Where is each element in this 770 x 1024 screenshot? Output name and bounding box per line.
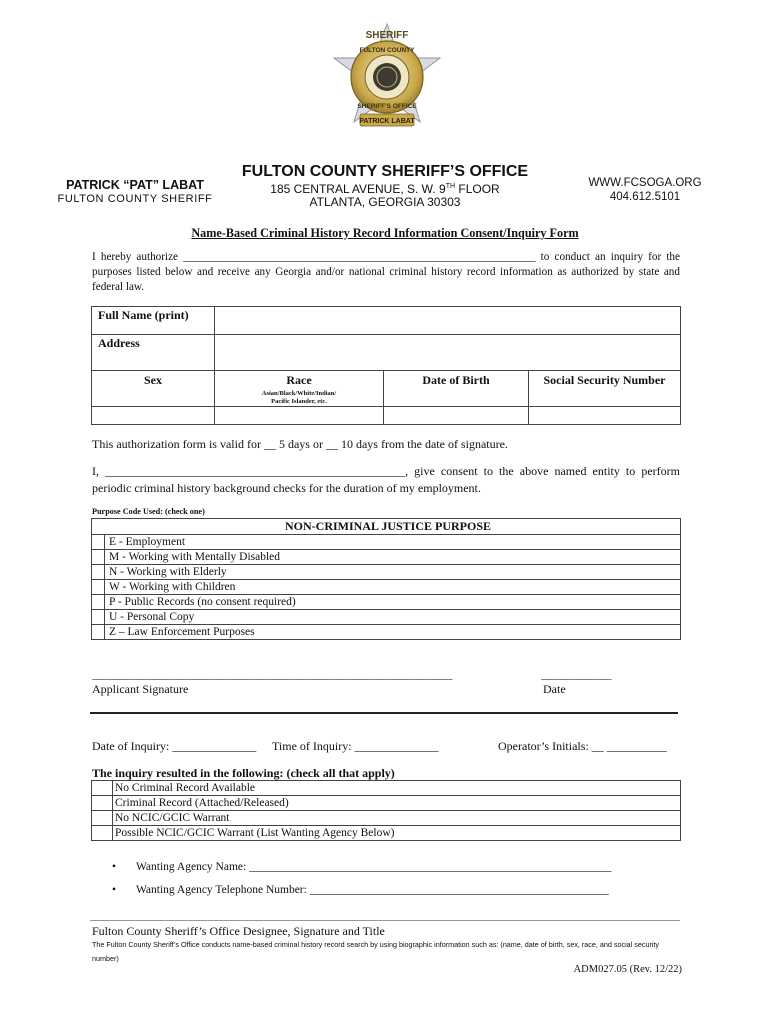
designee-label: Fulton County Sheriff’s Office Designee, Signature and Title [92, 924, 385, 938]
result-checkbox-no-record[interactable] [92, 781, 113, 796]
race-note-2: Pacific Islander, etc. [271, 398, 327, 405]
bullet-icon: • [112, 861, 117, 873]
result-record-attached: Criminal Record (Attached/Released) [113, 796, 681, 811]
website-link[interactable]: WWW.FCSOGA.ORG [588, 177, 702, 189]
sheriff-title: FULTON COUNTY SHERIFF [57, 193, 213, 205]
address-superscript: TH [445, 183, 456, 190]
purpose-checkbox-n[interactable] [92, 565, 105, 580]
sex-field[interactable] [92, 407, 215, 425]
phone-number: 404.612.5101 [609, 191, 681, 203]
consent-paragraph: I, __________________________________________________, give consent to the above named entity to perform periodic criminal history background checks for the duration of my employment. [92, 464, 680, 495]
wanting-agency-name-row [112, 861, 682, 873]
form-title: Name-Based Criminal History Record Information Consent/Inquiry Form [191, 226, 579, 240]
purpose-code-u: U - Personal Copy [105, 610, 681, 625]
wanting-agency-phone-field[interactable]: Wanting Agency Telephone Number: ____________________________________________________ [136, 884, 609, 896]
result-checkbox-no-warrant[interactable] [92, 811, 113, 826]
result-checkbox-record[interactable] [92, 796, 113, 811]
validity-mid: 5 days or [275, 437, 326, 451]
bullet-icon: • [112, 884, 117, 896]
validity-statement [92, 437, 682, 452]
badge-lower-text: SHERIFF'S OFFICE [357, 103, 417, 110]
form-code: ADM027.05 (Rev. 12/22) [573, 964, 682, 975]
result-possible-warrant: Possible NCIC/GCIC Warrant (List Wanting Agency Below) [113, 826, 681, 841]
race-header: Race [286, 373, 312, 387]
org-address-line2: ATLANTA, GEORGIA 30303 [309, 195, 461, 209]
designee-signature-line[interactable] [90, 920, 680, 921]
operator-initials-field[interactable]: Operator’s Initials: __ __________ [498, 739, 667, 753]
result-no-warrant: No NCIC/GCIC Warrant [113, 811, 681, 826]
race-note-1: Asian/Black/White/Indian/ [261, 390, 337, 397]
ssn-field[interactable] [529, 407, 681, 425]
result-no-record: No Criminal Record Available [113, 781, 681, 796]
wanting-agency-phone-row [112, 884, 682, 896]
signature-date-line[interactable]: ______________ [541, 669, 611, 681]
validity-5-days-blank[interactable]: __ [263, 437, 276, 451]
date-of-inquiry-field[interactable]: Date of Inquiry: ______________ [92, 739, 257, 753]
validity-suffix: 10 days from the date of signature. [337, 437, 508, 451]
result-checkbox-possible-warrant[interactable] [92, 826, 113, 841]
signature-date-label: Date [543, 682, 566, 696]
purpose-caption: Purpose Code Used: (check one) [92, 507, 205, 516]
applicant-signature-label: Applicant Signature [92, 682, 189, 696]
badge-ring-text: FULTON COUNTY [359, 47, 415, 54]
purpose-code-w: W - Working with Children [105, 580, 681, 595]
validity-10-days-blank[interactable]: __ [325, 437, 338, 451]
time-of-inquiry-field[interactable]: Time of Inquiry: ______________ [272, 739, 439, 753]
section-divider [90, 712, 678, 714]
purpose-code-p: P - Public Records (no consent required) [105, 595, 681, 610]
applicant-info-table [91, 306, 681, 425]
purpose-header: NON-CRIMINAL JUSTICE PURPOSE [92, 519, 681, 535]
sheriff-badge-logo [330, 22, 444, 138]
wanting-agency-name-field[interactable]: Wanting Agency Name: _______________________________________________________________ [136, 861, 612, 873]
purpose-code-table [91, 518, 681, 640]
purpose-code-e: E - Employment [105, 535, 681, 550]
address-field[interactable] [215, 335, 681, 371]
dob-header: Date of Birth [384, 371, 529, 407]
purpose-checkbox-z[interactable] [92, 625, 105, 640]
purpose-checkbox-e[interactable] [92, 535, 105, 550]
race-header-cell [215, 371, 384, 407]
purpose-checkbox-w[interactable] [92, 580, 105, 595]
purpose-checkbox-m[interactable] [92, 550, 105, 565]
badge-top-text: SHERIFF [365, 30, 409, 41]
address-street: 185 CENTRAL AVENUE, S. W. 9 [270, 182, 446, 196]
purpose-code-n: N - Working with Elderly [105, 565, 681, 580]
applicant-signature-line[interactable]: ________________________________________________________________________ [92, 669, 452, 681]
results-table [91, 780, 681, 841]
authorization-paragraph: I hereby authorize _______________________________________________________________ to conduct an inquiry for the purposes listed below and receive any Georgia and/or national criminal history record information as authorized by state and federal law. [92, 251, 680, 293]
purpose-checkbox-p[interactable] [92, 595, 105, 610]
ssn-header: Social Security Number [529, 371, 681, 407]
race-field[interactable] [215, 407, 384, 425]
purpose-code-z: Z – Law Enforcement Purposes [105, 625, 681, 640]
address-floor: FLOOR [455, 182, 500, 196]
results-heading: The inquiry resulted in the following: (check all that apply) [92, 766, 395, 780]
sex-header: Sex [92, 371, 215, 407]
dob-field[interactable] [384, 407, 529, 425]
org-title: FULTON COUNTY SHERIFF’S OFFICE [241, 163, 529, 180]
address-label: Address [92, 335, 215, 371]
full-name-label: Full Name (print) [92, 307, 215, 335]
validity-prefix: This authorization form is valid for [92, 437, 264, 451]
org-address-line1 [230, 182, 540, 196]
purpose-checkbox-u[interactable] [92, 610, 105, 625]
badge-banner-text: PATRICK LABAT [359, 118, 415, 125]
sheriff-name: PATRICK “PAT” LABAT [66, 178, 204, 192]
footer-note: The Fulton County Sheriff’s Office conducts name-based criminal history record search by using biographic information such as: (name, date of birth, sex, race, and social security number) [92, 940, 660, 963]
full-name-field[interactable] [215, 307, 681, 335]
purpose-code-m: M - Working with Mentally Disabled [105, 550, 681, 565]
